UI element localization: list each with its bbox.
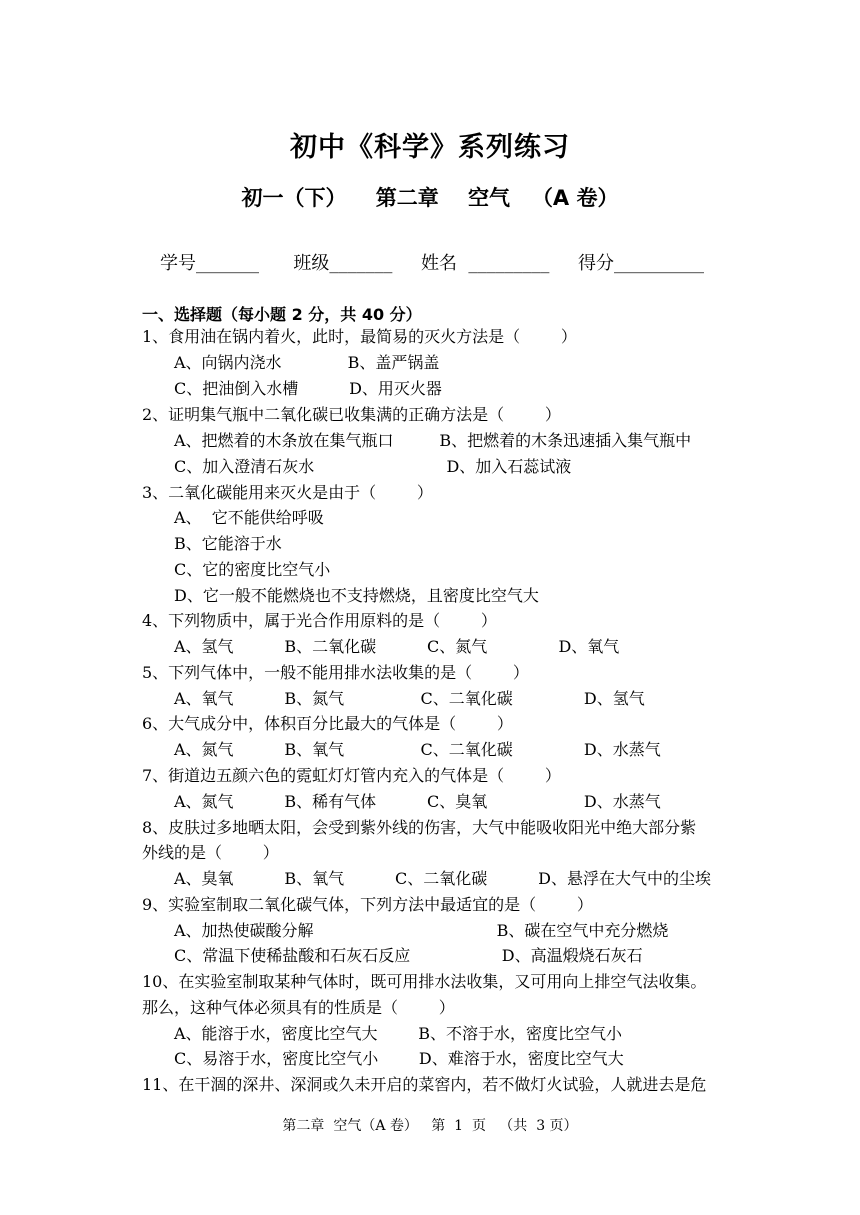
question-2: 2、证明集气瓶中二氧化碳已收集满的正确方法是（ ） [142,405,561,424]
page-footer: 第二章 空气（A 卷） 第 1 页 （共 3 页） [282,1118,578,1134]
option-line: C、常温下使稀盐酸和石灰石反应 D、高温煅烧石灰石 [174,946,643,965]
option-line: A、加热使碳酸分解 B、碳在空气中充分燃烧 [174,921,669,940]
option-line: B、它能溶于水 [174,534,282,553]
option-line: A、能溶于水，密度比空气大 B、不溶于水，密度比空气小 [174,1024,623,1043]
option-line: A、氢气 B、二氧化碳 C、氮气 D、氧气 [174,637,620,656]
option-line: C、易溶于水，密度比空气小 D、难溶于水，密度比空气大 [174,1049,624,1068]
question-11: 11、在干涸的深井、深洞或久未开启的菜窖内，若不做灯火试验，人就进去是危 [142,1075,707,1094]
question-1: 1、食用油在锅内着火，此时，最简易的灭火方法是（ ） [142,327,577,346]
question-7: 7、街道边五颜六色的霓虹灯灯管内充入的气体是（ ） [142,766,561,785]
option-line: C、它的密度比空气小 [174,560,331,579]
question-10-cont: 那么，这种气体必须具有的性质是（ ） [142,998,455,1017]
question-9: 9、实验室制取二氧化碳气体，下列方法中最适宜的是（ ） [142,895,593,914]
option-line: C、加入澄清石灰水 D、加入石蕊试液 [174,457,572,476]
question-8: 8、皮肤过多地晒太阳，会受到紫外线的伤害，大气中能吸收阳光中绝大部分紫 [142,818,697,837]
option-line: A、臭氧 B、氧气 C、二氧化碳 D、悬浮在大气中的尘埃 [174,869,711,888]
option-line: A、氧气 B、氮气 C、二氧化碳 D、氢气 [174,689,645,708]
student-info-line: 学号_______ 班级_______ 姓名 _________ 得分__________ [160,253,704,274]
option-line: C、把油倒入水槽 D、用灭火器 [174,379,442,398]
option-line: D、它一般不能燃烧也不支持燃烧，且密度比空气大 [174,586,539,605]
question-3: 3、二氧化碳能用来灭火是由于（ ） [142,483,433,502]
option-line: A、 它不能供给呼吸 [174,508,324,527]
option-line: A、把燃着的木条放在集气瓶口 B、把燃着的木条迅速插入集气瓶中 [174,431,692,450]
option-line: A、向锅内浇水 B、盖严锅盖 [174,353,440,372]
section-heading: 一、选择题（每小题 2 分，共 40 分） [142,305,422,324]
page-title: 初中《科学》系列练习 [290,132,570,163]
chapter-subtitle: 初一（下） 第二章 空气 （A 卷） [241,186,619,210]
question-4: 4、下列物质中，属于光合作用原料的是（ ） [142,611,497,630]
question-8-cont: 外线的是（ ） [142,843,279,862]
question-6: 6、大气成分中，体积百分比最大的气体是（ ） [142,714,513,733]
option-line: A、氮气 B、氧气 C、二氧化碳 D、水蒸气 [174,740,661,759]
question-10: 10、在实验室制取某种气体时，既可用排水法收集，又可用向上排空气法收集。 [142,972,707,991]
question-5: 5、下列气体中，一般不能用排水法收集的是（ ） [142,663,529,682]
option-line: A、氮气 B、稀有气体 C、臭氧 D、水蒸气 [174,792,661,811]
